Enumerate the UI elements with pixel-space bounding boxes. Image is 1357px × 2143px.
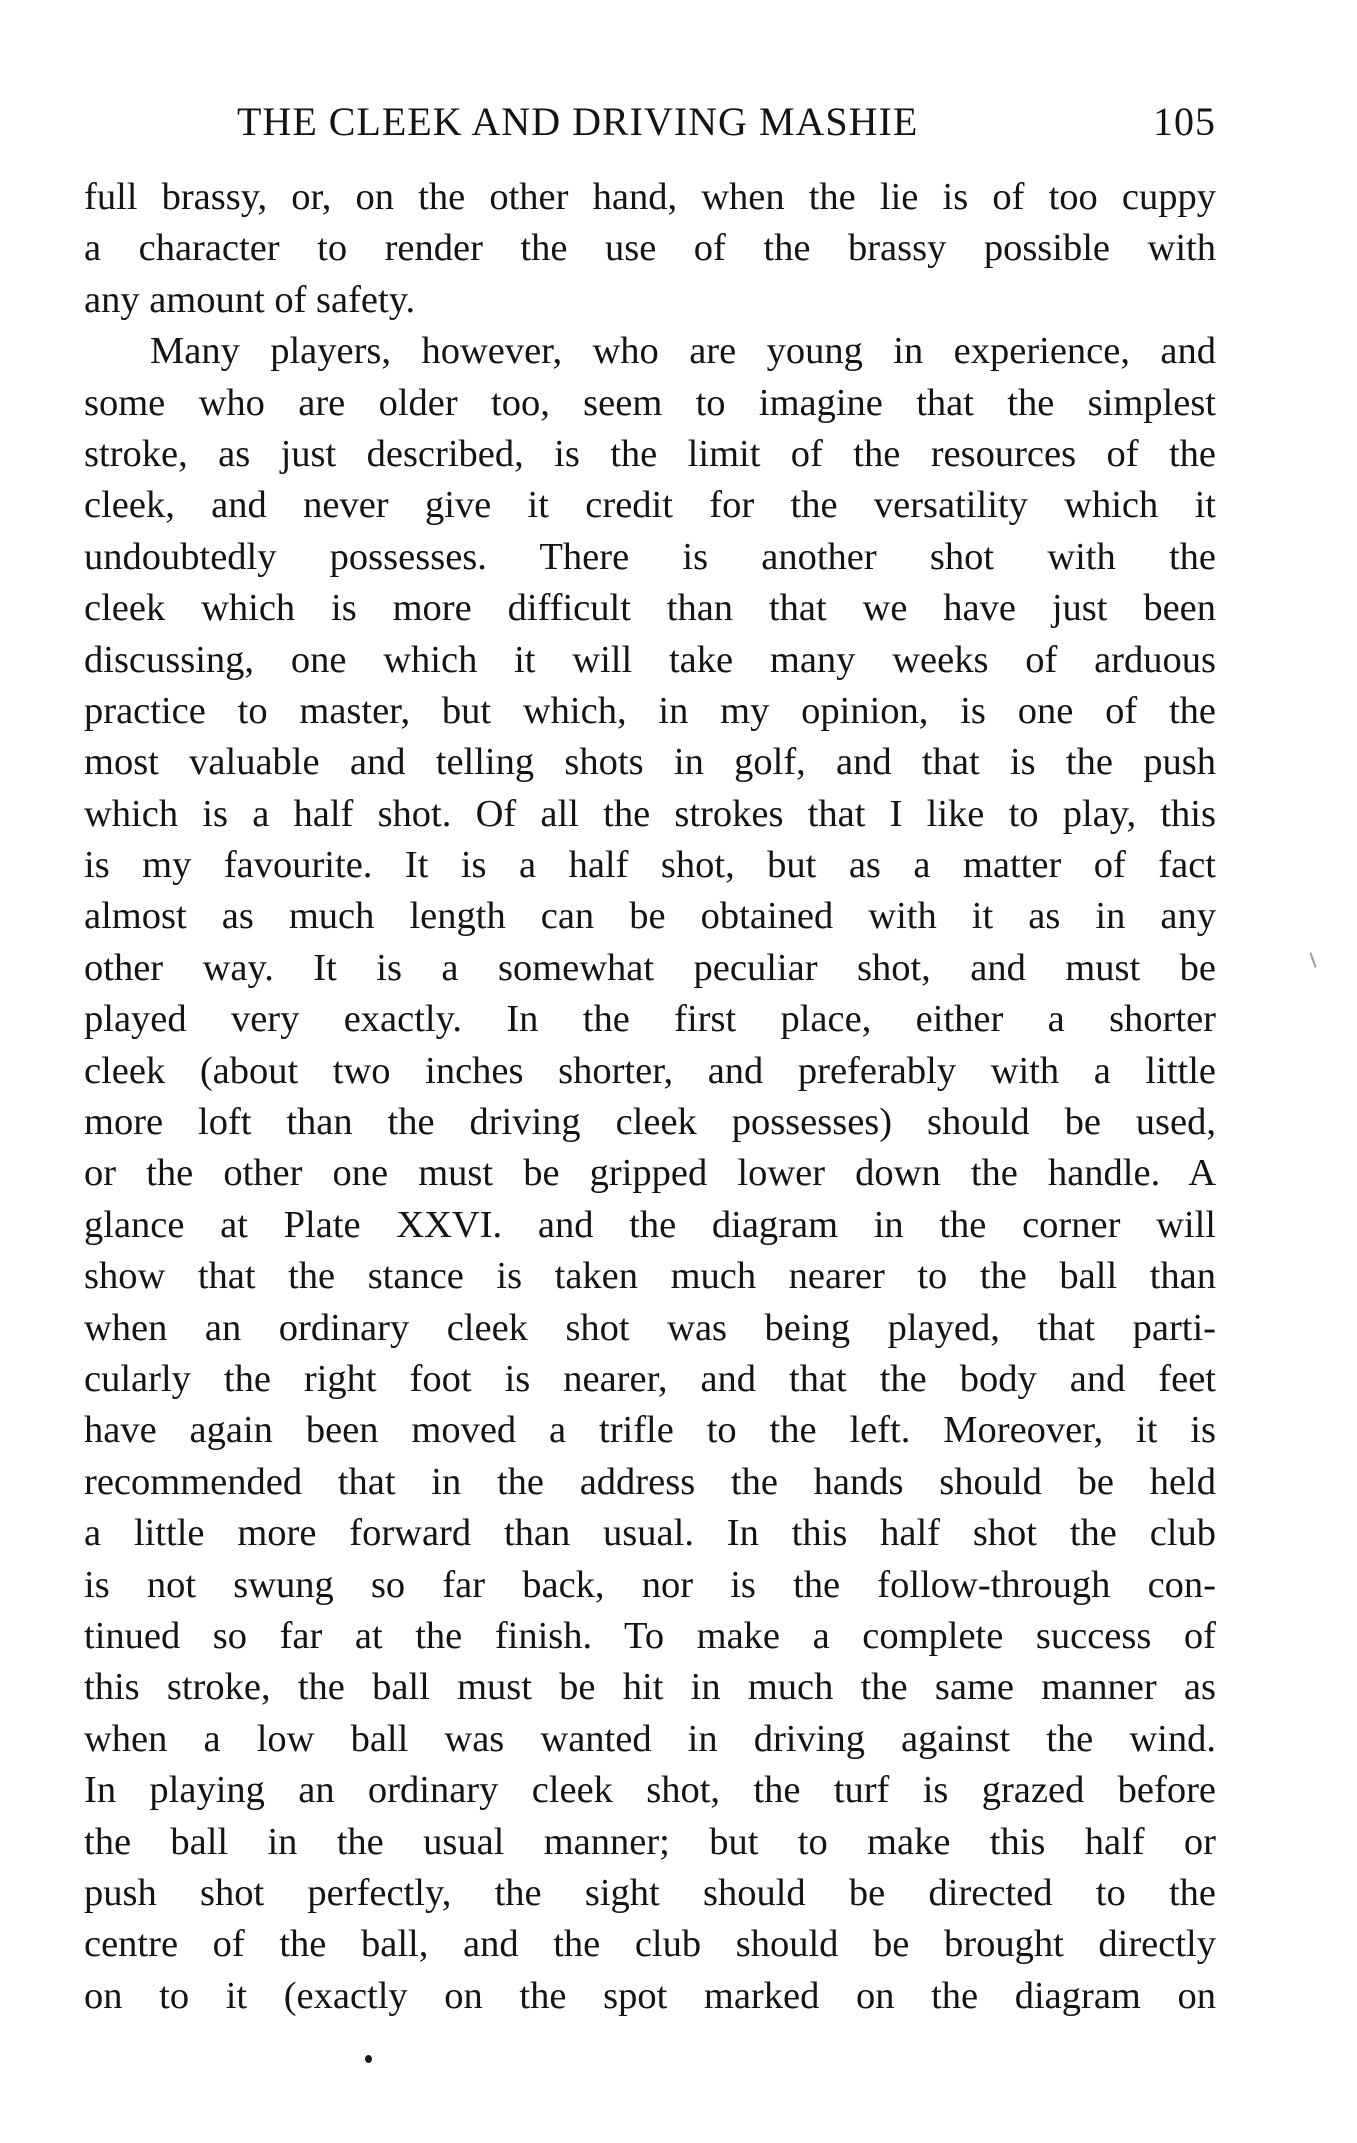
text-line: more loft than the driving cleek possesses) should be used, xyxy=(84,1101,1216,1144)
text-line: stroke, as just described, is the limit of the resources of the xyxy=(84,432,1216,475)
text-line: on to it (exactly on the spot marked on the diagram on xyxy=(84,1974,1216,2017)
text-line: is not swung so far back, nor is the follow-through con- xyxy=(84,1563,1216,1606)
text-line: push shot perfectly, the sight should be directed to the xyxy=(84,1871,1216,1914)
text-line: any amount of safety. xyxy=(84,278,416,321)
text-line: recommended that in the address the hands should be held xyxy=(84,1460,1216,1503)
text-line: tinued so far at the finish. To make a complete success of xyxy=(84,1614,1216,1657)
text-line: which is a half shot. Of all the strokes that I like to play, this xyxy=(84,792,1216,835)
text-line: cleek which is more difficult than that we have just been xyxy=(84,587,1216,630)
text-line: almost as much length can be obtained with it as in any xyxy=(84,895,1216,938)
text-line: when an ordinary cleek shot was being played, that parti- xyxy=(84,1306,1216,1349)
text-line: discussing, one which it will take many weeks of arduous xyxy=(84,638,1216,681)
text-line: most valuable and telling shots in golf, and that is the push xyxy=(84,741,1216,784)
text-line: is my favourite. It is a half shot, but as a matter of fact xyxy=(84,844,1216,887)
text-line: In playing an ordinary cleek shot, the turf is grazed before xyxy=(84,1769,1216,1812)
margin-speck xyxy=(1309,952,1316,968)
text-line: the ball in the usual manner; but to make this half or xyxy=(84,1820,1216,1863)
text-line: cleek (about two inches shorter, and preferably with a little xyxy=(84,1049,1216,1092)
text-line: some who are older too, seem to imagine that the simplest xyxy=(84,381,1216,424)
body-text xyxy=(84,172,1216,2022)
text-line: full brassy, or, on the other hand, when the lie is of too cuppy xyxy=(84,176,1216,218)
text-line: Many players, however, who are young in experience, and xyxy=(150,330,1216,373)
text-line: practice to master, but which, in my opinion, is one of the xyxy=(84,689,1216,732)
running-head xyxy=(84,98,1216,150)
text-line: have again been moved a trifle to the left. Moreover, it is xyxy=(84,1409,1216,1452)
text-line: a character to render the use of the brassy possible with xyxy=(84,227,1216,270)
ink-dot xyxy=(365,2055,372,2063)
text-line: undoubtedly possesses. There is another shot with the xyxy=(84,535,1216,578)
text-line: this stroke, the ball must be hit in much the same manner as xyxy=(84,1666,1216,1709)
text-line: show that the stance is taken much nearer to the ball than xyxy=(84,1255,1216,1298)
text-line: when a low ball was wanted in driving against the wind. xyxy=(84,1717,1216,1760)
chapter-title: THE CLEEK AND DRIVING MASHIE xyxy=(237,99,919,144)
text-line: cularly the right foot is nearer, and that the body and feet xyxy=(84,1357,1216,1400)
text-line: played very exactly. In the first place, either a shorter xyxy=(84,998,1216,1041)
page-number: 105 xyxy=(1153,99,1216,144)
text-line: or the other one must be gripped lower down the handle. A xyxy=(84,1152,1216,1195)
text-line: glance at Plate XXVI. and the diagram in the corner will xyxy=(84,1203,1216,1246)
text-line: cleek, and never give it credit for the versatility which it xyxy=(84,484,1216,527)
text-line: other way. It is a somewhat peculiar shot, and must be xyxy=(84,946,1216,989)
text-line: centre of the ball, and the club should be brought directly xyxy=(84,1923,1216,1966)
text-line: a little more forward than usual. In this half shot the club xyxy=(84,1512,1216,1555)
